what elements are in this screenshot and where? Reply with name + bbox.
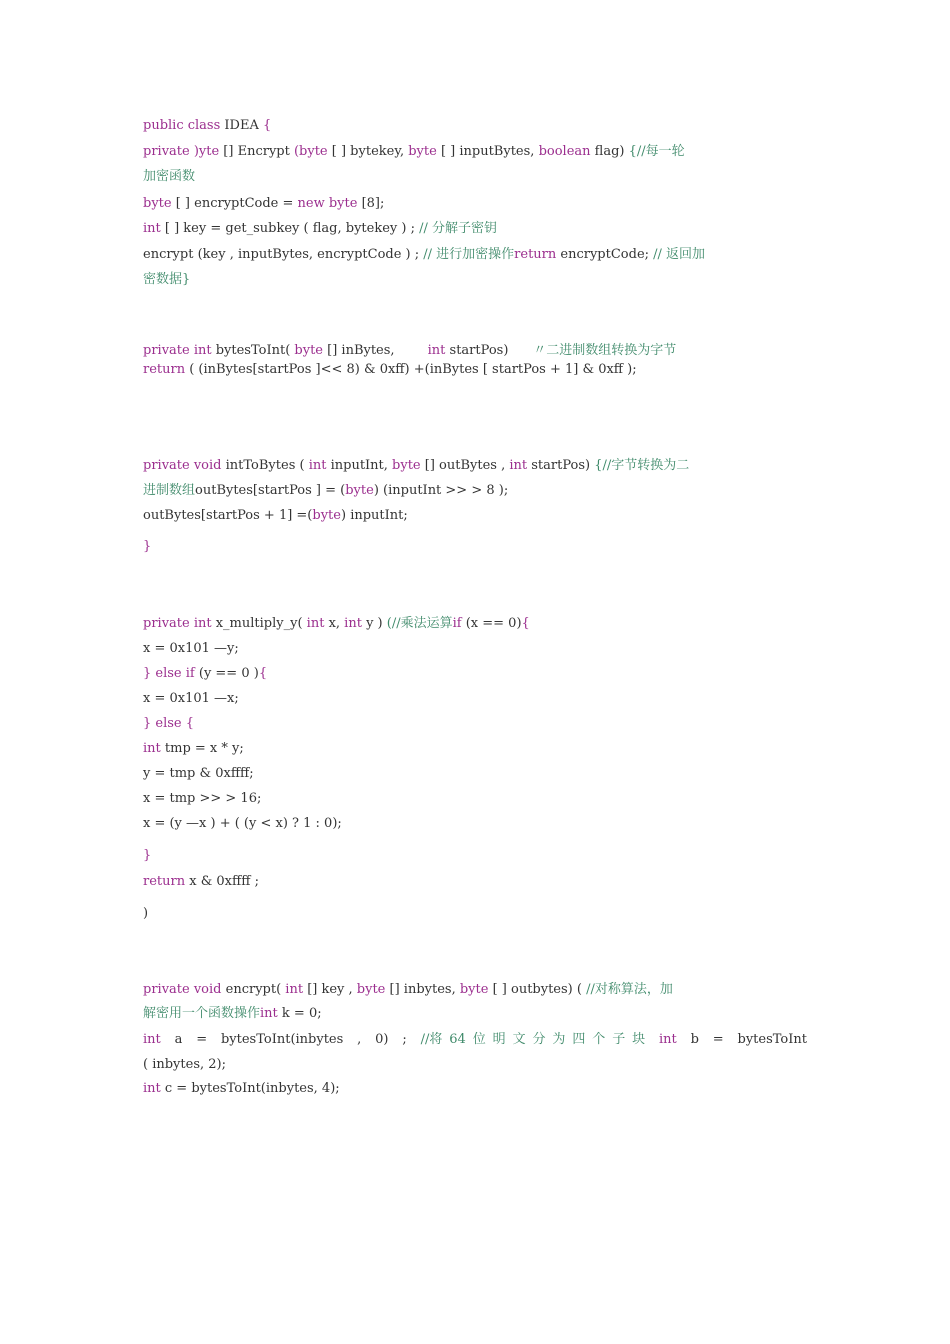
code-line xyxy=(143,362,637,378)
code-text: c = bytesToInt(inbytes, 4); xyxy=(160,1081,340,1096)
code-line xyxy=(143,874,259,890)
code-keyword: public class xyxy=(143,118,221,133)
code-text: [8]; xyxy=(357,196,385,211)
code-line xyxy=(143,483,508,499)
code-line xyxy=(143,666,267,682)
code-line xyxy=(143,741,244,757)
code-text: x = 0x101 —y; xyxy=(143,641,239,656)
code-keyword: int xyxy=(344,616,362,631)
code-text: startPos) xyxy=(445,343,534,358)
code-keyword: int xyxy=(143,741,161,756)
code-keyword: return xyxy=(143,362,186,377)
code-line xyxy=(143,982,673,998)
code-keyword: } else if xyxy=(143,666,195,681)
code-line xyxy=(143,169,195,185)
code-text: inputInt, xyxy=(326,458,393,473)
code-text: [ ] inputBytes, xyxy=(436,144,539,159)
code-comment: 密数据} xyxy=(143,272,191,287)
code-comment: // 分解子密钥 xyxy=(419,221,497,236)
code-text: x = tmp >> > 16; xyxy=(143,791,262,806)
code-keyword: return xyxy=(514,247,557,262)
code-comment: //将 64 位 明 文 分 为 四 个 子 块 xyxy=(420,1032,646,1047)
code-keyword: int xyxy=(285,982,304,997)
code-text: ( (inBytes[startPos ]<< 8) & 0xff) +(inBytes [ startPos + 1] & 0xff ); xyxy=(185,362,637,377)
code-line xyxy=(143,458,689,474)
code-keyword: byte xyxy=(299,144,328,159)
code-line xyxy=(143,1081,340,1097)
code-text: y ) xyxy=(361,616,387,631)
code-text: startPos) xyxy=(527,458,595,473)
code-line xyxy=(143,196,384,212)
code-keyword: private int xyxy=(143,616,212,631)
code-line xyxy=(143,766,254,782)
code-keyword: private void xyxy=(143,982,222,997)
code-text: [ ] outbytes) ( xyxy=(488,982,587,997)
code-keyword: } xyxy=(143,848,152,863)
code-comment: {//字节转换为二 xyxy=(594,458,690,473)
code-keyword: { xyxy=(521,616,530,631)
code-text: [ ] encryptCode = xyxy=(171,196,298,211)
code-comment: 加密函数 xyxy=(143,169,196,184)
code-text: tmp = x * y; xyxy=(160,741,244,756)
code-text: [] key , xyxy=(303,982,357,997)
code-line xyxy=(143,641,239,657)
code-text: outBytes[startPos + 1] =( xyxy=(143,508,313,523)
code-line xyxy=(143,272,190,288)
code-line xyxy=(143,343,676,359)
code-comment: 解密用一个函数操作 xyxy=(143,1006,261,1021)
code-line xyxy=(143,816,342,832)
code-keyword: return xyxy=(143,874,186,889)
code-text: IDEA xyxy=(220,118,263,133)
code-text: outBytes[startPos ] = ( xyxy=(195,483,346,498)
code-keyword: int xyxy=(143,221,161,236)
code-line xyxy=(143,539,151,555)
code-comment: //对称算法，加 xyxy=(586,982,673,997)
code-line xyxy=(143,221,497,237)
code-line xyxy=(143,1032,807,1048)
code-text: [] Encrypt xyxy=(219,144,294,159)
code-text: intToBytes ( xyxy=(221,458,309,473)
code-keyword: new byte xyxy=(297,196,358,211)
code-text: encrypt (key , inputBytes, encryptCode ) ; xyxy=(143,247,424,262)
code-line xyxy=(143,848,151,864)
code-text: flag) xyxy=(590,144,629,159)
code-comment: {//每一轮 xyxy=(628,144,685,159)
code-line xyxy=(143,616,530,632)
code-text: x, xyxy=(324,616,345,631)
code-keyword: int xyxy=(260,1006,278,1021)
code-keyword: int xyxy=(306,616,325,631)
code-comment: 〃二进制数组转换为字节 xyxy=(533,343,677,358)
code-line xyxy=(143,118,271,134)
code-text: b = bytesToInt xyxy=(676,1032,807,1047)
code-keyword: int xyxy=(427,343,446,358)
code-text: [] inBytes, xyxy=(323,343,428,358)
code-comment: 进制数组 xyxy=(143,483,196,498)
code-keyword: private )yte xyxy=(143,144,220,159)
code-keyword: byte xyxy=(143,196,172,211)
code-line xyxy=(143,144,685,160)
code-keyword: } else { xyxy=(143,716,195,731)
code-text: x = (y —x ) + ( (y < x) ? 1 : 0); xyxy=(143,816,342,831)
code-keyword: int xyxy=(658,1032,677,1047)
code-keyword: { xyxy=(258,666,268,681)
code-text: x & 0xffff ; xyxy=(185,874,259,889)
code-text: k = 0; xyxy=(277,1006,322,1021)
code-text: (y == 0 ) xyxy=(194,666,259,681)
code-text: [ ] key = get_subkey ( flag, bytekey ) ; xyxy=(160,221,420,236)
code-keyword: byte xyxy=(392,458,421,473)
code-line xyxy=(143,247,705,263)
code-keyword: if xyxy=(452,616,462,631)
code-comment: // 进行加密操作 xyxy=(423,247,515,262)
code-line xyxy=(143,791,261,807)
code-line xyxy=(143,691,239,707)
code-text: ( inbytes, 2); xyxy=(143,1057,226,1072)
code-keyword: byte xyxy=(294,343,323,358)
code-line xyxy=(143,508,408,524)
code-text: encrypt( xyxy=(221,982,286,997)
code-text: x = 0x101 —x; xyxy=(143,691,239,706)
code-text: y = tmp & 0xffff; xyxy=(143,766,254,781)
code-line xyxy=(143,716,194,732)
code-keyword: int xyxy=(143,1081,161,1096)
code-text: ) (inputInt >> > 8 ); xyxy=(373,483,509,498)
code-line xyxy=(143,1006,322,1022)
code-keyword: private void xyxy=(143,458,222,473)
code-line xyxy=(143,1057,226,1073)
code-keyword: private int xyxy=(143,343,212,358)
code-text: ) xyxy=(143,906,149,921)
code-keyword: byte xyxy=(356,982,386,997)
code-text: [] outBytes , xyxy=(420,458,510,473)
code-text: encryptCode; xyxy=(556,247,654,262)
code-keyword: boolean xyxy=(538,144,591,159)
code-text: a = bytesToInt(inbytes , 0) ; xyxy=(160,1032,421,1047)
code-keyword: byte xyxy=(345,483,374,498)
code-text: [] inbytes, xyxy=(385,982,460,997)
code-comment: // 返回加 xyxy=(653,247,706,262)
code-text xyxy=(645,1032,659,1047)
code-line xyxy=(143,906,148,922)
code-text: bytesToInt( xyxy=(211,343,295,358)
code-keyword: } xyxy=(143,539,152,554)
code-text: (x == 0) xyxy=(461,616,522,631)
code-keyword: int xyxy=(308,458,327,473)
code-keyword: byte xyxy=(312,508,341,523)
code-keyword: byte xyxy=(459,982,489,997)
code-text: x_multiply_y( xyxy=(211,616,307,631)
code-keyword: ( xyxy=(293,144,300,159)
code-keyword: int xyxy=(509,458,528,473)
code-keyword: byte xyxy=(408,144,437,159)
code-keyword: int xyxy=(143,1032,161,1047)
code-comment: (//乘法运算 xyxy=(386,616,453,631)
code-text: ) inputInt; xyxy=(340,508,408,523)
code-text: [ ] bytekey, xyxy=(327,144,409,159)
code-keyword: { xyxy=(262,118,272,133)
